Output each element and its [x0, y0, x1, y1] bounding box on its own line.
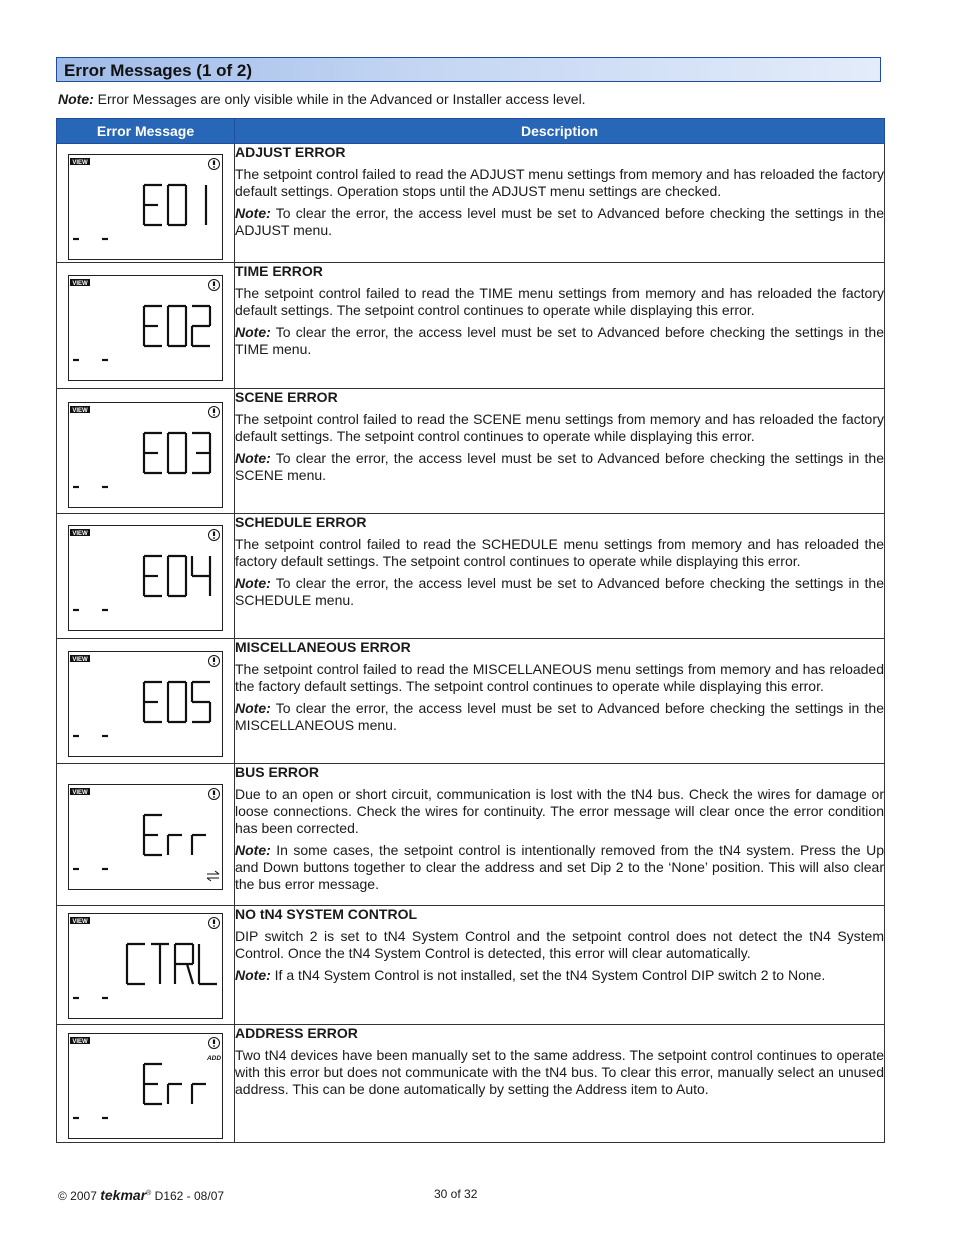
error-note-label: Note: — [235, 575, 271, 591]
error-note — [235, 575, 884, 609]
error-description: Two tN4 devices have been manually set to the same address. The setpoint control continues to operate with this error but does not communicate with the tN4 bus. To clear this error, manually select an unused address. This can be done automatically by setting the Address item to Auto. — [235, 1047, 884, 1097]
lcd-screen — [69, 155, 222, 259]
error-code-display — [144, 433, 210, 473]
info-icon-dot — [213, 796, 215, 798]
lcd-display — [68, 275, 223, 381]
error-note-text: To clear the error, the access level must be set to Advanced before checking the settings in the SCHEDULE menu. — [235, 575, 884, 608]
error-code-display — [144, 556, 210, 596]
segment-digit — [168, 556, 186, 596]
view-label: VIEW — [72, 408, 88, 414]
view-label: VIEW — [72, 657, 88, 663]
segment-digit — [168, 1084, 182, 1104]
lcd-display — [68, 1033, 223, 1139]
error-code-display — [144, 306, 210, 346]
segment-digit — [144, 815, 162, 855]
page-number: 30 of 32 — [434, 1187, 478, 1201]
error-note-text: To clear the error, the access level must be set to Advanced before checking the settings in the ADJUST menu. — [235, 205, 884, 238]
segment-digit — [144, 556, 162, 596]
table-row — [57, 906, 885, 1025]
segment-digit — [192, 1084, 206, 1104]
info-icon-dot — [213, 1045, 215, 1047]
digit-segment — [187, 964, 193, 984]
segment-digit — [168, 682, 186, 722]
footer-copyright — [58, 1187, 224, 1203]
error-display-cell — [57, 639, 235, 764]
segment-digit — [192, 835, 206, 855]
info-icon-dot — [213, 663, 215, 665]
error-code-display — [144, 682, 210, 722]
segment-digit — [151, 944, 169, 984]
description-cell — [235, 639, 885, 764]
lcd-screen — [69, 914, 222, 1018]
lcd-display — [68, 525, 223, 631]
lcd-display — [68, 154, 223, 260]
bus-icon — [207, 871, 219, 881]
segment-digit — [168, 835, 182, 855]
segment-digit — [199, 944, 217, 984]
error-description: Due to an open or short circuit, communication is lost with the tN4 bus. Check the wires for damage or loose connections. Check the wires for continuity. The error message will clear once the error condition has been corrected. — [235, 786, 884, 836]
lcd-display — [68, 402, 223, 508]
lcd-screen — [69, 276, 222, 380]
error-description: DIP switch 2 is set to tN4 System Control and the setpoint control does not detect the tN4 System Control. Once the tN4 System Control is detected, this error will clear automatically. — [235, 928, 884, 961]
info-icon-dot — [213, 537, 215, 539]
error-note — [235, 324, 884, 358]
lcd-screen — [69, 526, 222, 630]
error-title: ADJUST ERROR — [235, 144, 346, 160]
lcd-display — [68, 913, 223, 1019]
error-description: The setpoint control failed to read the MISCELLANEOUS menu settings from memory and has reloaded the factory default settings. The setpoint control continues to operate while displaying this error. — [235, 661, 884, 694]
lcd-display — [68, 651, 223, 757]
error-description: The setpoint control failed to read the SCENE menu settings from memory and has reloaded the factory default settings. The setpoint control continues to operate while displaying this error. — [235, 411, 884, 444]
error-title: MISCELLANEOUS ERROR — [235, 639, 411, 655]
table-row — [57, 389, 885, 514]
lcd-screen — [69, 403, 222, 507]
error-note — [235, 205, 884, 239]
error-note — [235, 967, 884, 984]
registered-mark: ® — [146, 1190, 152, 1197]
error-description: The setpoint control failed to read the ADJUST menu settings from memory and has reloaded the factory default settings. Operation stops until the ADJUST menu settings are checked. — [235, 166, 884, 199]
tekmar-logo: tekmar — [100, 1187, 147, 1203]
segment-digit — [144, 682, 162, 722]
error-note-text: To clear the error, the access level must be set to Advanced before checking the settings in the MISCELLANEOUS menu. — [235, 700, 884, 733]
error-note-label: Note: — [235, 205, 271, 221]
view-label: VIEW — [72, 281, 88, 287]
error-note-text: If a tN4 System Control is not installed, set the tN4 System Control DIP switch 2 to None. — [274, 967, 826, 983]
segment-digit — [168, 433, 186, 473]
info-icon-dot — [213, 287, 215, 289]
error-display-cell — [57, 1025, 235, 1143]
error-note-label: Note: — [235, 700, 271, 716]
header-error-message: Error Message — [57, 119, 235, 144]
info-icon-dot — [213, 166, 215, 168]
segment-digit — [192, 306, 210, 346]
add-label: ADD — [206, 1055, 222, 1062]
segment-digit — [175, 944, 193, 984]
description-cell — [235, 764, 885, 906]
header-description: Description — [235, 119, 885, 144]
error-display-cell — [57, 144, 235, 263]
error-title: BUS ERROR — [235, 764, 320, 780]
table-header-row — [57, 119, 885, 144]
table-row — [57, 1025, 885, 1143]
segment-digit — [168, 306, 186, 346]
segment-digit — [127, 944, 145, 984]
description-cell — [235, 389, 885, 514]
table-row — [57, 144, 885, 263]
table-row — [57, 514, 885, 639]
error-note — [235, 450, 884, 484]
section-title-bar — [56, 57, 881, 82]
error-note — [235, 842, 884, 893]
section-note-text: Error Messages are only visible while in the Advanced or Installer access level. — [97, 91, 586, 107]
view-label: VIEW — [72, 160, 88, 166]
segment-digit — [144, 306, 162, 346]
table-row — [57, 764, 885, 906]
error-note — [235, 700, 884, 734]
error-description: The setpoint control failed to read the TIME menu settings from memory and has reloaded the factory default settings. The setpoint control continues to operate while displaying this error. — [235, 285, 884, 318]
section-note-label: Note: — [58, 91, 94, 107]
section-title: Error Messages (1 of 2) — [64, 61, 253, 80]
segment-digit — [192, 433, 210, 473]
error-note-label: Note: — [235, 450, 271, 466]
segment-digit — [192, 556, 210, 596]
error-code-display — [127, 944, 217, 984]
bus-icon-arrows — [207, 871, 219, 881]
error-display-cell — [57, 263, 235, 389]
error-note-text: To clear the error, the access level must be set to Advanced before checking the settings in the SCENE menu. — [235, 450, 884, 483]
section-note — [58, 91, 586, 107]
lcd-screen — [69, 652, 222, 756]
error-title: SCENE ERROR — [235, 389, 338, 405]
error-note-label: Note: — [235, 967, 271, 983]
error-note-text: In some cases, the setpoint control is intentionally removed from the tN4 system. Press the Up and Down buttons together to clear the address and set Dip 2 to the ‘None’ position. This will also clear the bus error message. — [235, 842, 884, 892]
table-row — [57, 639, 885, 764]
error-title: ADDRESS ERROR — [235, 1025, 358, 1041]
description-cell — [235, 906, 885, 1025]
info-icon-dot — [213, 925, 215, 927]
segment-digit — [144, 185, 162, 225]
description-cell — [235, 514, 885, 639]
error-title: SCHEDULE ERROR — [235, 514, 367, 530]
error-code-display — [144, 1064, 206, 1104]
info-icon-dot — [213, 414, 215, 416]
description-cell — [235, 1025, 885, 1143]
error-messages-table — [56, 118, 885, 1143]
description-cell — [235, 144, 885, 263]
error-title: NO tN4 SYSTEM CONTROL — [235, 906, 418, 922]
footer-doc-code: D162 - 08/07 — [154, 1189, 225, 1203]
error-display-cell — [57, 764, 235, 906]
error-note-text: To clear the error, the access level must be set to Advanced before checking the settings in the TIME menu. — [235, 324, 884, 357]
lcd-screen — [69, 1034, 222, 1138]
error-note-label: Note: — [235, 842, 271, 858]
table-row — [57, 263, 885, 389]
error-display-cell — [57, 389, 235, 514]
error-code-display — [144, 815, 206, 855]
segment-digit — [144, 1064, 162, 1104]
error-title: TIME ERROR — [235, 263, 323, 279]
view-label: VIEW — [72, 790, 88, 796]
view-label: VIEW — [72, 919, 88, 925]
description-cell — [235, 263, 885, 389]
error-code-display — [144, 185, 206, 225]
lcd-screen — [69, 785, 222, 889]
lcd-display — [68, 784, 223, 890]
error-display-cell — [57, 906, 235, 1025]
footer-copyright-year: © 2007 — [58, 1189, 97, 1203]
view-label: VIEW — [72, 1039, 88, 1045]
error-description: The setpoint control failed to read the SCHEDULE menu settings from memory and has reloaded the factory default settings. The setpoint control continues to operate while displaying this error. — [235, 536, 884, 569]
segment-digit — [168, 185, 186, 225]
view-label: VIEW — [72, 531, 88, 537]
error-display-cell — [57, 514, 235, 639]
error-note-label: Note: — [235, 324, 271, 340]
segment-digit — [144, 433, 162, 473]
segment-digit — [192, 682, 210, 722]
